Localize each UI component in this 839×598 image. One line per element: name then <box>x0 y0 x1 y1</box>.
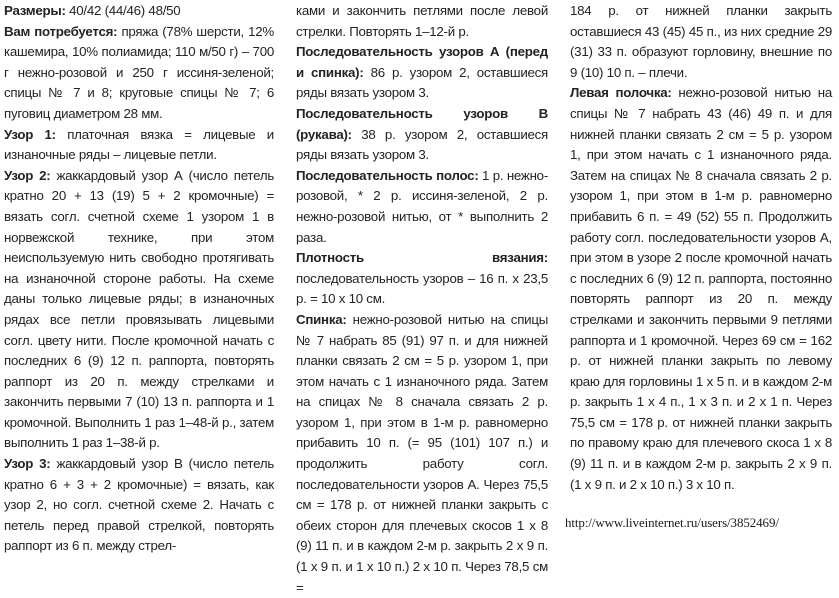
stripes-text: 1 р. нежно-розовой, * 2 р. иссиня-зеленой, 2 р. нежно-розовой нитью, от * выполнить 2 раза. <box>296 167 548 245</box>
sequence-a-text: 86 р. узором 2, оставшиеся ряды вязать узором 3. <box>296 64 548 101</box>
sizes-label: Размеры: <box>4 3 66 18</box>
pattern-1-paragraph <box>4 125 274 166</box>
stripes-label: Последовательность полос: <box>296 167 479 183</box>
pattern-2-text: жаккардовый узор А (число петель кратно 20 + 13 (19) 5 + 2 кромочные) = вязать согл. счетной схеме 1 узором 1 в норвежской технике, при этом неиспользуемую нить свободно протягивать на изнаночной стороне работы. На схеме даны только лицевые ряды; в изнаночных рядах все петли провязывать лицевыми согл. цвету нити. После кромочной начать с последних 6 (9) 12 п. раппорта, повторять раппорт из 20 п. между стрелками и закончить первыми 7 (10) 13 п. раппорта и 1 кромочной. Выполнить 1 раз 1–48-й р., затем выполнить 1 раз 1–38-й р. <box>4 167 274 451</box>
back-text: нежно-розовой нитью на спицы № 7 набрать 85 (91) 97 п. и для нижней планки связать 2 см = 5 р. узором 1, при этом начать с 1 изнаночного ряда. Затем на спицах № 8 сначала связать 2 р. узором 1, при этом в 1-м р. равномерно прибавить 10 п. (= 95 (101) 107 п.) и продолжить работу согл. последовательности узоров А. Через 75,5 см = 178 р. от нижней планки закрыть с обеих сторон для плечевых скосов 1 х 8 (9) 11 п. и в каждом 2-м р. закрыть 2 х 9 п. (1 х 9 п. и 1 х 10 п.) 2 х 10 п. Через 78,5 см = <box>296 311 548 595</box>
back-label: Спинка: <box>296 311 347 327</box>
sequence-a-paragraph <box>296 42 548 104</box>
pattern-2-paragraph <box>4 166 274 454</box>
materials-text: пряжа (78% шерсти, 12% кашемира, 10% полиамида; 110 м/50 г) – 700 г нежно-розовой и 250 г иссиня-зеленой; спицы № 7 и 8; круговые спицы № 7; 6 пуговиц диаметром 28 мм. <box>4 23 274 121</box>
pattern-1-label: Узор 1: <box>4 126 56 142</box>
back-paragraph <box>296 310 548 598</box>
pattern-3-label: Узор 3: <box>4 456 51 472</box>
column-3 <box>570 1 832 495</box>
sizes-value: 40/42 (44/46) 48/50 <box>69 3 181 18</box>
pattern-3-text: жаккардовый узор В (число петель кратно 6 + 3 + 2 кромочные) = вязать, как узор 2, но согл. счетной схеме 2. Начать с петель перед правой стрелкой, повторять раппорт из 6 п. между стрел- <box>4 456 274 554</box>
pattern-3-continuation: ками и закончить петлями после левой стрелки. Повторять 1–12-й р. <box>296 3 548 39</box>
sequence-b-label: Последовательность узоров В (рукава): <box>296 105 548 142</box>
column-2 <box>296 1 548 598</box>
left-front-label: Левая полочка: <box>570 85 672 101</box>
sequence-a-label: Последовательность узоров А (перед и спинка): <box>296 44 548 80</box>
density-paragraph <box>296 248 548 310</box>
pattern-1-text: платочная вязка = лицевые и изнаночные ряды – лицевые петли. <box>4 126 274 163</box>
density-label: Плотность вязания: <box>296 250 548 266</box>
materials-label: Вам потребуется: <box>4 23 118 39</box>
sequence-b-paragraph <box>296 104 548 166</box>
pattern-3-paragraph <box>4 454 274 557</box>
pattern-2-label: Узор 2: <box>4 167 51 183</box>
materials-paragraph <box>4 22 274 125</box>
sizes-line <box>4 1 274 22</box>
back-continuation: 184 р. от нижней планки закрыть оставшиеся 43 (45) 45 п., из них средние 29 (31) 33 п. образуют горловину, внешние по 9 (10) 10 п. – плечи. <box>570 3 832 80</box>
left-front-paragraph <box>570 83 832 495</box>
stripes-paragraph <box>296 166 548 248</box>
sequence-b-text: 38 р. узором 2, оставшиеся ряды вязать узором 3. <box>296 126 548 163</box>
column-1 <box>4 1 274 557</box>
source-url-watermark: http://www.liveinternet.ru/users/3852469/ <box>565 515 779 530</box>
left-front-text: нежно-розовой нитью на спицы № 7 набрать 43 (46) 49 п. и для нижней планки связать 2 см = 5 р. узором 1, при этом начать с 1 изнаночного ряда. Затем на спицах № 8 сначала связать 2 р. узором 1, при этом в 1-м р. равномерно прибавить 6 п. = 49 (52) 55 п. Продолжить работу согл. последовательности узоров А, при этом в узоре 2 после кромочной начать с последних 6 (9) 12 п. раппорта, постоянно повторять раппорт из 20 п. между стрелками и закончить первыми 9 петлями раппорта и 1 кромочной. Через 69 см = 162 р. от нижней планки закрыть по левому краю для горловины 1 х 5 п. и в каждом 2-м р. закрыть 1 х 4 п., 1 х 3 п. и 2 х 1 п. Через 75,5 см = 178 р. от нижней планки закрыть по правому краю для плечевого скоса 1 х 8 (9) 11 п. и в каждом 2-м р. закрыть 2 х 9 п. (1 х 9 п. и 2 х 10 п.) 3 х 10 п. <box>570 85 832 492</box>
density-text: последовательность узоров – 16 п. х 23,5 р. = 10 х 10 см. <box>296 270 548 307</box>
